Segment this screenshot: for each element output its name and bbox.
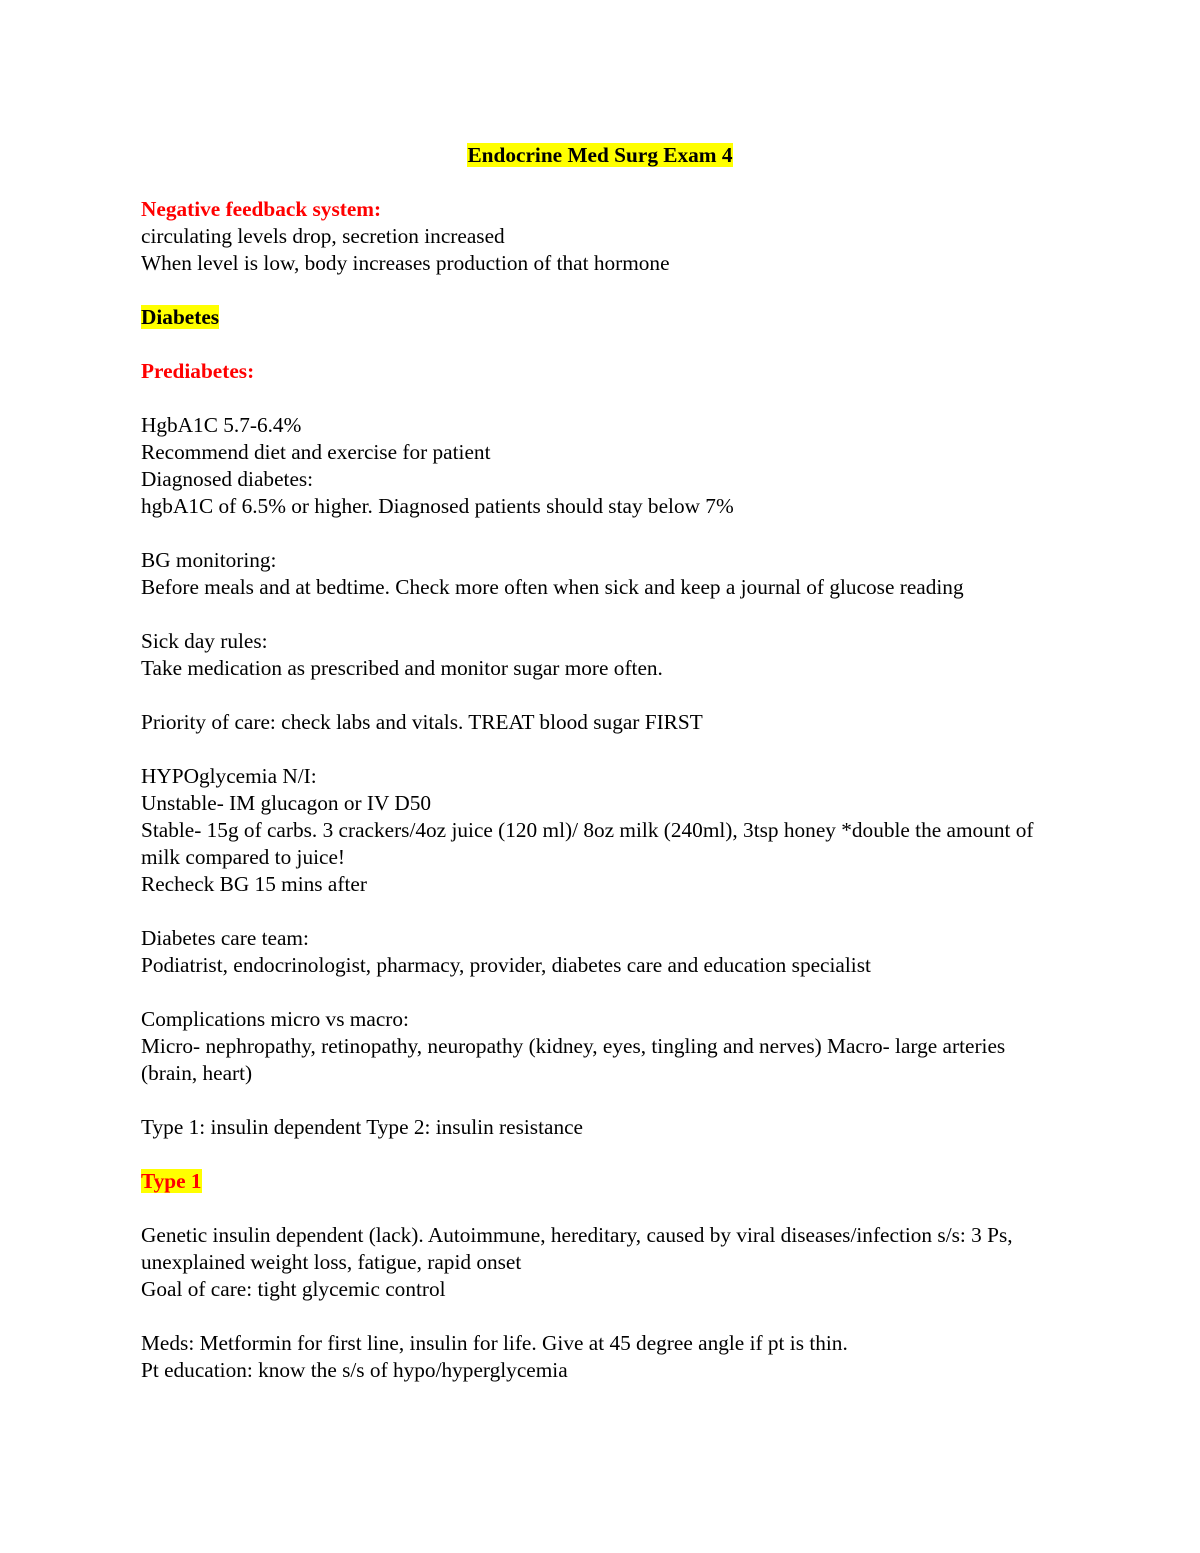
complications-text: Micro- nephropathy, retinopathy, neuropathy (kidney, eyes, tingling and nerves) Macro- large arteries (brain, heart) xyxy=(141,1034,1006,1085)
diabetes-heading: Diabetes xyxy=(141,305,220,329)
prediabetes-line-4: hgbA1C of 6.5% or higher. Diagnosed patients should stay below 7% xyxy=(141,494,734,518)
bg-monitoring-text: Before meals and at bedtime. Check more often when sick and keep a journal of glucose reading xyxy=(141,575,964,599)
type1-goal: Goal of care: tight glycemic control xyxy=(141,1277,446,1301)
priority-of-care: Priority of care: check labs and vitals. TREAT blood sugar FIRST xyxy=(141,710,703,734)
types-summary: Type 1: insulin dependent Type 2: insulin resistance xyxy=(141,1115,584,1139)
prediabetes-line-1: HgbA1C 5.7-6.4% xyxy=(141,413,302,437)
complications-heading: Complications micro vs macro: xyxy=(141,1007,409,1031)
type1-description: Genetic insulin dependent (lack). Autoimmune, hereditary, caused by viral diseases/infection s/s: 3 Ps, unexplained weight loss, fatigue, rapid onset xyxy=(141,1223,1013,1274)
type1-heading: Type 1 xyxy=(141,1169,202,1193)
sick-day-text: Take medication as prescribed and monitor sugar more often. xyxy=(141,656,663,680)
care-team-heading: Diabetes care team: xyxy=(141,926,309,950)
bg-monitoring-heading: BG monitoring: xyxy=(141,548,277,572)
negative-feedback-heading: Negative feedback system: xyxy=(141,197,382,221)
prediabetes-heading: Prediabetes: xyxy=(141,359,255,383)
sick-day-heading: Sick day rules: xyxy=(141,629,268,653)
prediabetes-line-3: Diagnosed diabetes: xyxy=(141,467,314,491)
prediabetes-line-2: Recommend diet and exercise for patient xyxy=(141,440,491,464)
negative-feedback-line-1: circulating levels drop, secretion increased xyxy=(141,224,505,248)
hypoglycemia-heading: HYPOglycemia N/I: xyxy=(141,764,317,788)
type1-meds: Meds: Metformin for first line, insulin for life. Give at 45 degree angle if pt is thin. xyxy=(141,1331,848,1355)
hypoglycemia-unstable: Unstable- IM glucagon or IV D50 xyxy=(141,791,432,815)
hypoglycemia-recheck: Recheck BG 15 mins after xyxy=(141,872,367,896)
document-title: Endocrine Med Surg Exam 4 xyxy=(467,143,733,167)
care-team-text: Podiatrist, endocrinologist, pharmacy, provider, diabetes care and education specialist xyxy=(141,953,871,977)
negative-feedback-line-2: When level is low, body increases production of that hormone xyxy=(141,251,670,275)
hypoglycemia-stable: Stable- 15g of carbs. 3 crackers/4oz juice (120 ml)/ 8oz milk (240ml), 3tsp honey *double the amount of milk compared to juice! xyxy=(141,818,1034,869)
document-body xyxy=(141,142,1066,1384)
title-block xyxy=(141,142,1059,169)
type1-education: Pt education: know the s/s of hypo/hyperglycemia xyxy=(141,1358,568,1382)
